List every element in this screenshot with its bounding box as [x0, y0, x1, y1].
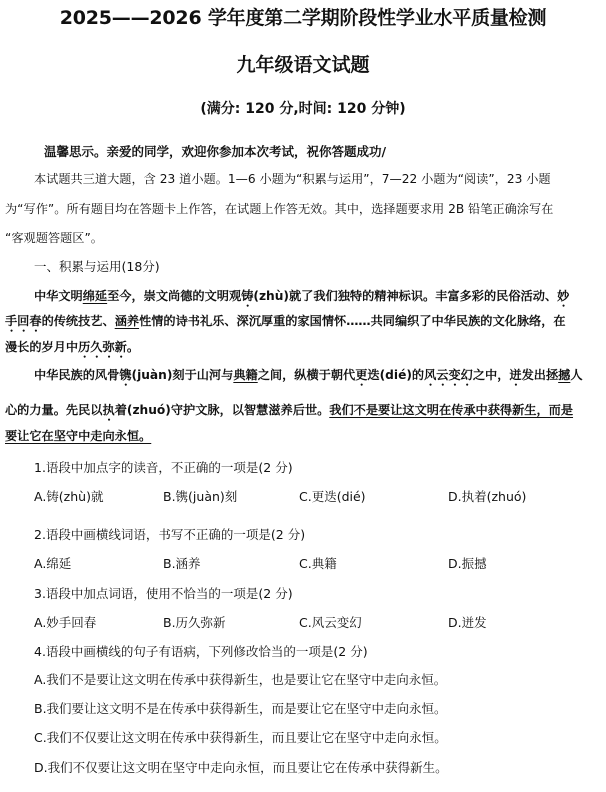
- dotted-word: 风云变幻: [424, 368, 473, 382]
- section-heading: 一、积累与运用(18分): [34, 259, 160, 274]
- question-1-stem: 1.语段中加点字的读音，不正确的一项是(2 分): [34, 460, 293, 475]
- exam-subtitle: 九年级语文试题: [236, 54, 370, 76]
- greeting: 温馨思示。亲爱的同学，欢迎你参加本次考试，祝你答题成功/: [44, 144, 387, 159]
- question-2-stem: 2.语段中画横线词语，书写不正确的一项是(2 分): [34, 527, 306, 542]
- passage-p2-line-2: 心的力量。先民以执着(zhuó)守护文脉，以智慧滋养后世。我们不是要让这文明在传承中获得新生，而是: [5, 403, 574, 417]
- question-2-option-c[interactable]: C.典籍: [299, 556, 337, 571]
- instructions-line-2: 为“写作”。所有题目均在答题卡上作答，在试题上作答无效。其中，选择题要求用 2B 铅笔正确涂写在: [5, 202, 554, 216]
- dotted-word: 历久弥新: [78, 340, 127, 354]
- dotted-char: 更: [355, 368, 368, 382]
- underlined-char: 撼: [558, 368, 571, 382]
- question-2-option-a[interactable]: A.绵延: [34, 556, 72, 571]
- dotted-char: 迸: [509, 368, 522, 382]
- question-4-option-b[interactable]: B.我们要让这文明不是在传承中获得新生，而是要让它在坚守中走向永恒。: [34, 701, 447, 716]
- passage-p1-line-3: 漫长的岁月中历久弥新。: [5, 340, 140, 354]
- question-3-option-a[interactable]: A.妙手回春: [34, 615, 97, 630]
- dotted-char: 妙: [557, 289, 570, 303]
- question-3-stem: 3.语段中加点词语，使用不恰当的一项是(2 分): [34, 586, 293, 601]
- instructions-line-1: 本试题共三道大题，含 23 道小题。1—6 小题为“积累与运用”，7—22 小题为“阅读”，23 小题: [34, 172, 551, 186]
- score-time-note: (满分: 120 分,时间: 120 分钟): [200, 101, 406, 117]
- question-3-option-d[interactable]: D.迸发: [448, 615, 487, 630]
- question-2-option-b[interactable]: B.涵养: [163, 556, 201, 571]
- instructions-line-3: “客观题答题区”。: [5, 231, 103, 245]
- question-4-stem: 4.语段中画横线的句子有语病，下列修改恰当的一项是(2 分): [34, 644, 368, 659]
- question-1-option-d[interactable]: D.执着(zhuó): [448, 489, 527, 504]
- question-4-option-a[interactable]: A.我们不是要让这文明在传承中获得新生，也是要让它在坚守中走向永恒。: [34, 672, 447, 687]
- dotted-char: 镌: [119, 368, 132, 382]
- question-2-option-d[interactable]: D.振撼: [448, 556, 487, 571]
- underlined-word: 绵延: [82, 289, 108, 303]
- passage-p1-line-1: 中华文明绵延至今，崇文尚德的文明观铸(zhù)就了我们独特的精神标识。丰富多彩的民俗活动、妙: [34, 289, 570, 303]
- question-4-option-d[interactable]: D.我们不仅要让这文明在坚守中走向永恒，而且要让它在传承中获得新生。: [34, 760, 448, 775]
- underlined-word: 涵养: [114, 314, 140, 328]
- passage-p1-line-2: 手回春的传统技艺、涵养性情的诗书礼乐、深沉厚重的家国情怀……共同编织了中华民族的文化脉络，在: [5, 314, 566, 328]
- question-1-option-a[interactable]: A.铸(zhù)就: [34, 489, 104, 504]
- dotted-word: 手回春: [5, 314, 42, 328]
- question-1-option-c[interactable]: C.更迭(dié): [299, 489, 366, 504]
- dotted-char: 执: [102, 403, 115, 417]
- underlined-word: 典籍: [233, 368, 258, 382]
- question-3-option-b[interactable]: B.历久弥新: [163, 615, 226, 630]
- dotted-char: 铸: [241, 289, 254, 303]
- question-3-option-c[interactable]: C.风云变幻: [299, 615, 362, 630]
- underlined-sentence: 我们不是要让这文明在传承中获得新生，而是: [329, 403, 574, 417]
- passage-p2-line-3: [5, 428, 151, 444]
- question-4-option-c[interactable]: C.我们不仅要让这文明在传承中获得新生，而且要让它在坚守中走向永恒。: [34, 730, 447, 745]
- passage-p2-line-1: 中华民族的风骨镌(juàn)刻于山河与典籍之间，纵横于朝代更迭(dié)的风云变幻之中，迸发出拯撼人: [34, 368, 583, 382]
- question-1-option-b[interactable]: B.镌(juàn)刻: [163, 489, 238, 504]
- exam-title: 2025——2026 学年度第二学期阶段性学业水平质量检测: [59, 7, 547, 29]
- underlined-sentence: 要让它在坚守中走向永恒。: [5, 429, 152, 443]
